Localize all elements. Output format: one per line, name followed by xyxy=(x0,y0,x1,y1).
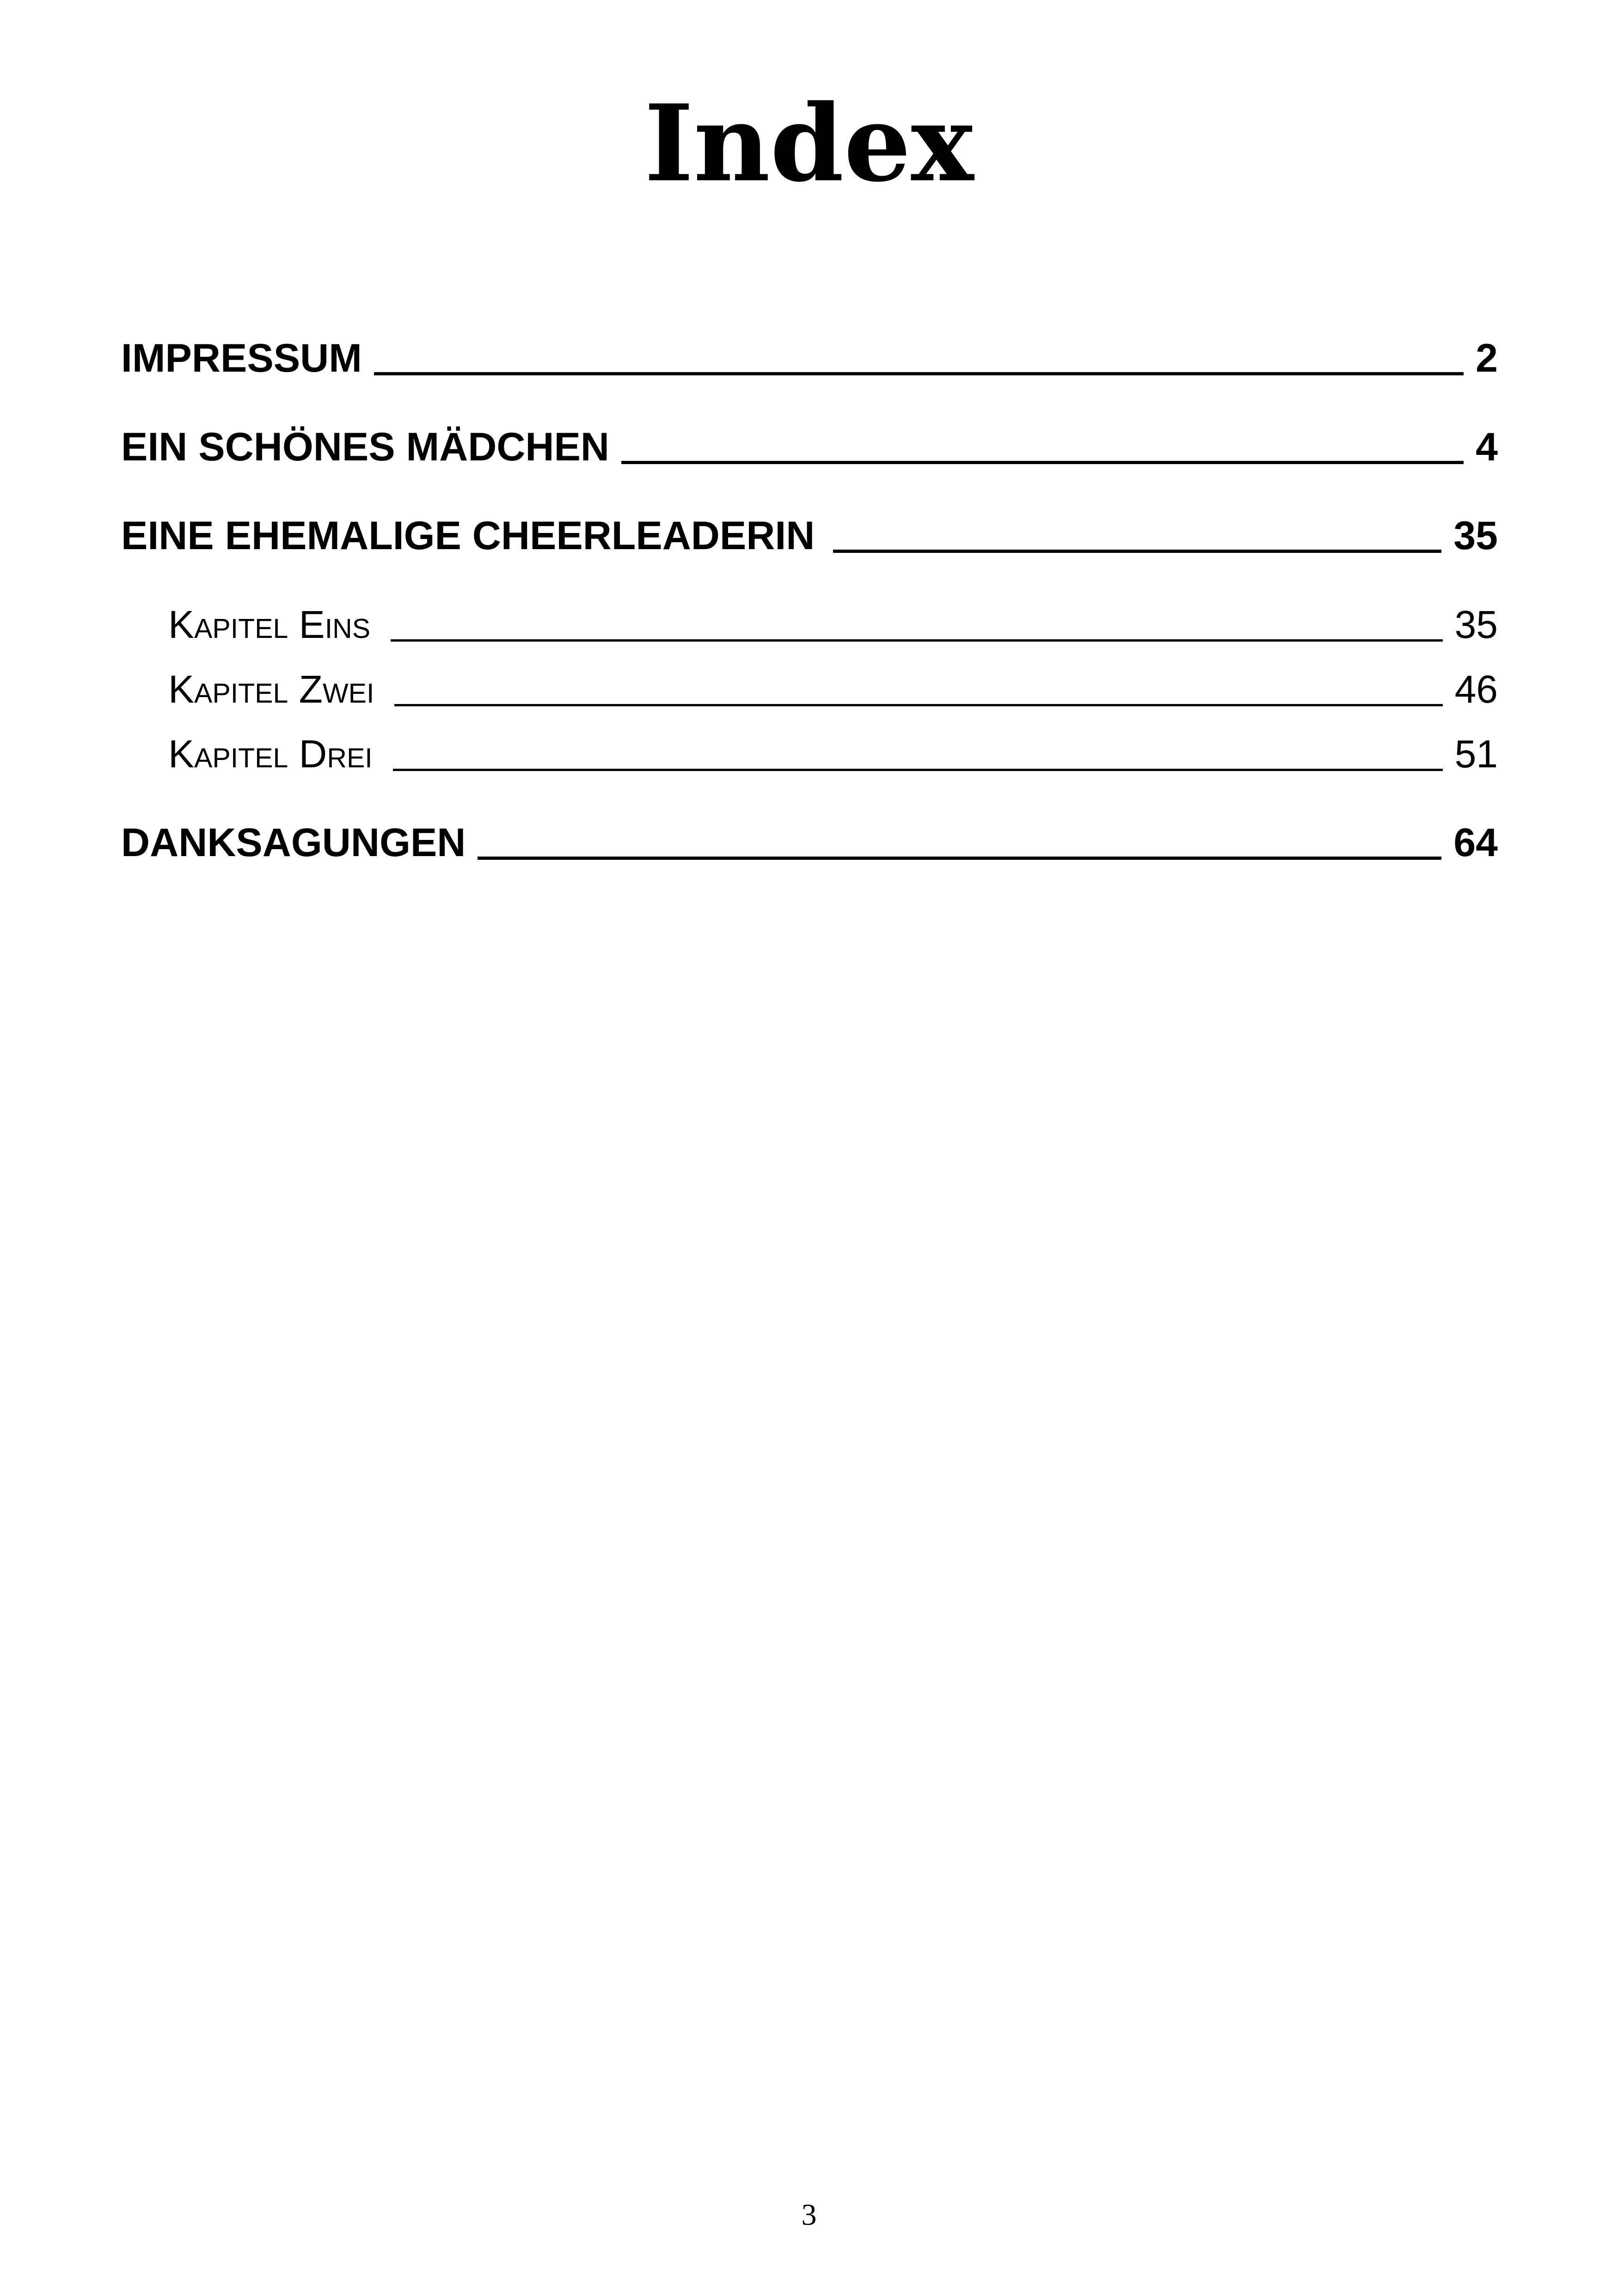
toc-leader-line xyxy=(621,461,1464,464)
toc-entry-kapitel-drei[interactable] xyxy=(168,729,1498,779)
toc-entry-label: Kapitel Zwei xyxy=(168,667,374,711)
toc-entry-kapitel-eins[interactable] xyxy=(168,599,1498,650)
toc-entry-page: 2 xyxy=(1476,336,1498,380)
toc-entry-page: 35 xyxy=(1454,603,1498,646)
toc-entry-page: 4 xyxy=(1476,425,1498,469)
toc-entry-label: DANKSAGUNGEN xyxy=(121,820,466,865)
toc-entry-page: 64 xyxy=(1453,820,1498,865)
toc-leader-line xyxy=(833,550,1441,553)
toc-entry-page: 35 xyxy=(1453,514,1498,558)
toc-entry-page: 46 xyxy=(1454,667,1498,711)
toc-leader-line xyxy=(391,639,1443,642)
toc-leader-line xyxy=(478,857,1441,860)
toc-entry-ein-schoenes-maedchen[interactable] xyxy=(121,422,1498,472)
toc-entry-label: EINE EHEMALIGE CHEERLEADERIN xyxy=(121,514,815,558)
toc-entry-label: Kapitel Eins xyxy=(168,603,371,646)
toc-entry-page: 51 xyxy=(1454,732,1498,776)
toc-entry-label: IMPRESSUM xyxy=(121,336,362,380)
toc-entry-kapitel-zwei[interactable] xyxy=(168,664,1498,715)
toc-leader-line xyxy=(393,769,1443,771)
toc-entry-label: EIN SCHÖNES MÄDCHEN xyxy=(121,425,609,469)
toc-leader-line xyxy=(394,704,1442,706)
toc-entry-impressum[interactable] xyxy=(121,333,1498,384)
toc-leader-line xyxy=(374,372,1464,375)
toc-entry-label: Kapitel Drei xyxy=(168,732,373,776)
toc-entry-eine-ehemalige-cheerleaderin[interactable] xyxy=(121,510,1498,561)
toc-entry-danksagungen[interactable] xyxy=(121,817,1498,868)
page-number: 3 xyxy=(801,2198,817,2232)
page-title: Index xyxy=(644,81,974,205)
